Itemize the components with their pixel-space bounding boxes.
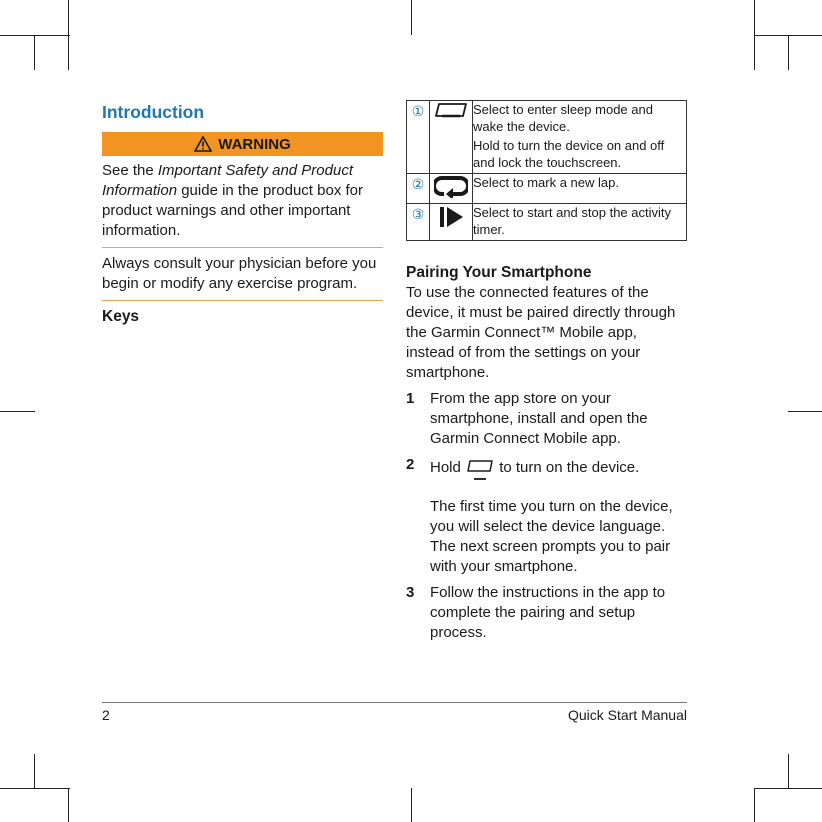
list-item (406, 455, 687, 577)
key-description-line: Select to start and stop the activity timer. (473, 205, 671, 237)
pairing-steps (406, 389, 687, 643)
key-description-line: Select to mark a new lap. (473, 175, 619, 190)
key-icon-cell (430, 101, 473, 174)
key-description-line: Select to enter sleep mode and wake the device. (473, 102, 653, 134)
section-title-introduction: Introduction (102, 102, 205, 122)
step-number: 1 (406, 390, 415, 407)
keys-title: Keys (102, 308, 140, 325)
physician-note: Always consult your physician before you begin or modify any exercise program. (102, 255, 377, 292)
crop-mark (411, 788, 412, 822)
crop-mark (788, 35, 789, 70)
warning-text-suffix: guide in the product box for product warnings and other important information. (102, 182, 364, 239)
divider (102, 247, 383, 248)
crop-mark (754, 788, 755, 822)
step-text (406, 455, 687, 481)
page-number: 2 (102, 707, 110, 723)
key-number: ② (407, 174, 430, 204)
crop-mark (788, 411, 822, 412)
pairing-intro: To use the connected features of the device, it must be paired directly through the Garmin Connect™ Mobile app, instead of from the settings on your smartphone. (406, 284, 676, 381)
step-number: 2 (406, 456, 415, 473)
key-number: ③ (407, 204, 430, 241)
manual-title: Quick Start Manual (567, 707, 687, 723)
crop-mark (34, 35, 35, 70)
crop-mark (68, 788, 69, 822)
start-stop-button-icon (436, 204, 466, 230)
lap-button-icon (434, 174, 468, 198)
pairing-title: Pairing Your Smartphone (406, 264, 592, 281)
list-item (406, 583, 687, 643)
warning-text-guide-name: Important Safety and Product Information (102, 162, 354, 199)
power-button-inline (465, 455, 495, 481)
step-text: From the app store on your smartphone, install and open the Garmin Connect Mobile app. (430, 390, 648, 447)
key-description (473, 204, 687, 241)
power-button-icon (465, 455, 495, 481)
step-text-after: to turn on the device. (495, 458, 640, 476)
key-description (473, 174, 687, 204)
crop-mark (0, 411, 35, 412)
key-number: ① (407, 101, 430, 174)
crop-mark (34, 754, 35, 789)
table-row (407, 101, 687, 174)
divider (102, 300, 383, 301)
step-text: Follow the instructions in the app to complete the pairing and setup process. (430, 584, 666, 641)
warning-banner (102, 132, 383, 156)
key-icon-cell (430, 204, 473, 241)
right-column (406, 100, 687, 643)
key-icon-cell (430, 174, 473, 204)
step-note: The first time you turn on the device, you will select the device language. The next screen prompts you to pair with your smartphone. (430, 498, 673, 575)
key-description (473, 101, 687, 174)
step-number: 3 (406, 584, 415, 601)
keys-table (406, 100, 687, 241)
warning-triangle-icon (194, 136, 212, 152)
list-item (406, 389, 687, 449)
crop-mark (0, 35, 70, 36)
page-footer (102, 702, 687, 723)
crop-mark (788, 754, 789, 789)
warning-text (102, 161, 383, 241)
crop-mark (0, 788, 70, 789)
table-row (407, 174, 687, 204)
warning-text-prefix: See the (102, 162, 158, 179)
left-column (102, 100, 383, 327)
warning-label: WARNING (218, 135, 291, 153)
key-description-line: Hold to turn the device on and off and lock the touchscreen. (473, 138, 665, 170)
table-row (407, 204, 687, 241)
power-button-icon (433, 101, 469, 119)
step-text-before: Hold (430, 458, 466, 476)
crop-mark (411, 0, 412, 35)
